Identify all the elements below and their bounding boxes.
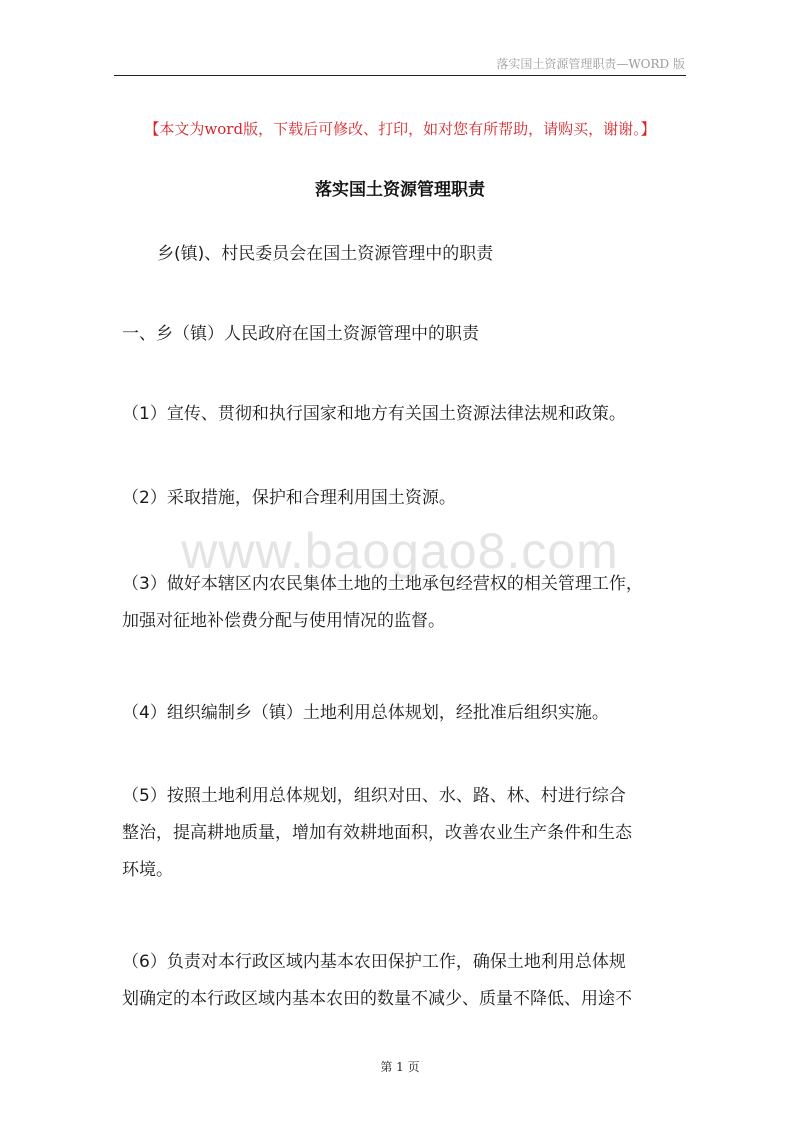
- list-item: [122, 778, 692, 889]
- section-heading: 一、乡（镇）人民政府在国土资源管理中的职责: [122, 324, 479, 344]
- subtitle: 乡(镇)、村民委员会在国土资源管理中的职责: [157, 244, 494, 264]
- page-number: 第 1 页: [380, 1060, 420, 1074]
- header-divider: [114, 75, 686, 76]
- item-line: （6）负责对本行政区域内基本农田保护工作，确保土地利用总体规: [122, 952, 626, 972]
- list-item: [122, 695, 692, 732]
- item-line: （5）按照土地利用总体规划，组织对田、水、路、林、村进行综合: [122, 786, 626, 806]
- item-line: （1）宣传、贯彻和执行国家和地方有关国土资源法律法规和政策。: [122, 404, 626, 424]
- list-item: [122, 566, 692, 640]
- item-line: （4）组织编制乡（镇）土地利用总体规划，经批准后组织实施。: [122, 703, 609, 723]
- item-line: （2）采取措施，保护和合理利用国土资源。: [122, 488, 456, 508]
- item-line: 环境。: [122, 860, 173, 880]
- list-item: [122, 944, 692, 1018]
- document-title: 落实国土资源管理职责: [315, 180, 485, 200]
- watermark: www.baogao8.com: [181, 523, 619, 579]
- list-item: [122, 396, 692, 433]
- list-item: [122, 480, 692, 517]
- item-line: 划确定的本行政区域内基本农田的数量不减少、质量不降低、用途不: [122, 989, 632, 1009]
- item-line: （3）做好本辖区内农民集体土地的土地承包经营权的相关管理工作，: [122, 574, 643, 594]
- item-line: 加强对征地补偿费分配与使用情况的监督。: [122, 611, 445, 631]
- purchase-notice: 【本文为word版，下载后可修改、打印，如对您有所帮助，请购买，谢谢。】: [144, 120, 656, 138]
- item-line: 整治，提高耕地质量，增加有效耕地面积，改善农业生产条件和生态: [122, 823, 632, 843]
- running-title: 落实国土资源管理职责—WORD 版: [496, 57, 685, 71]
